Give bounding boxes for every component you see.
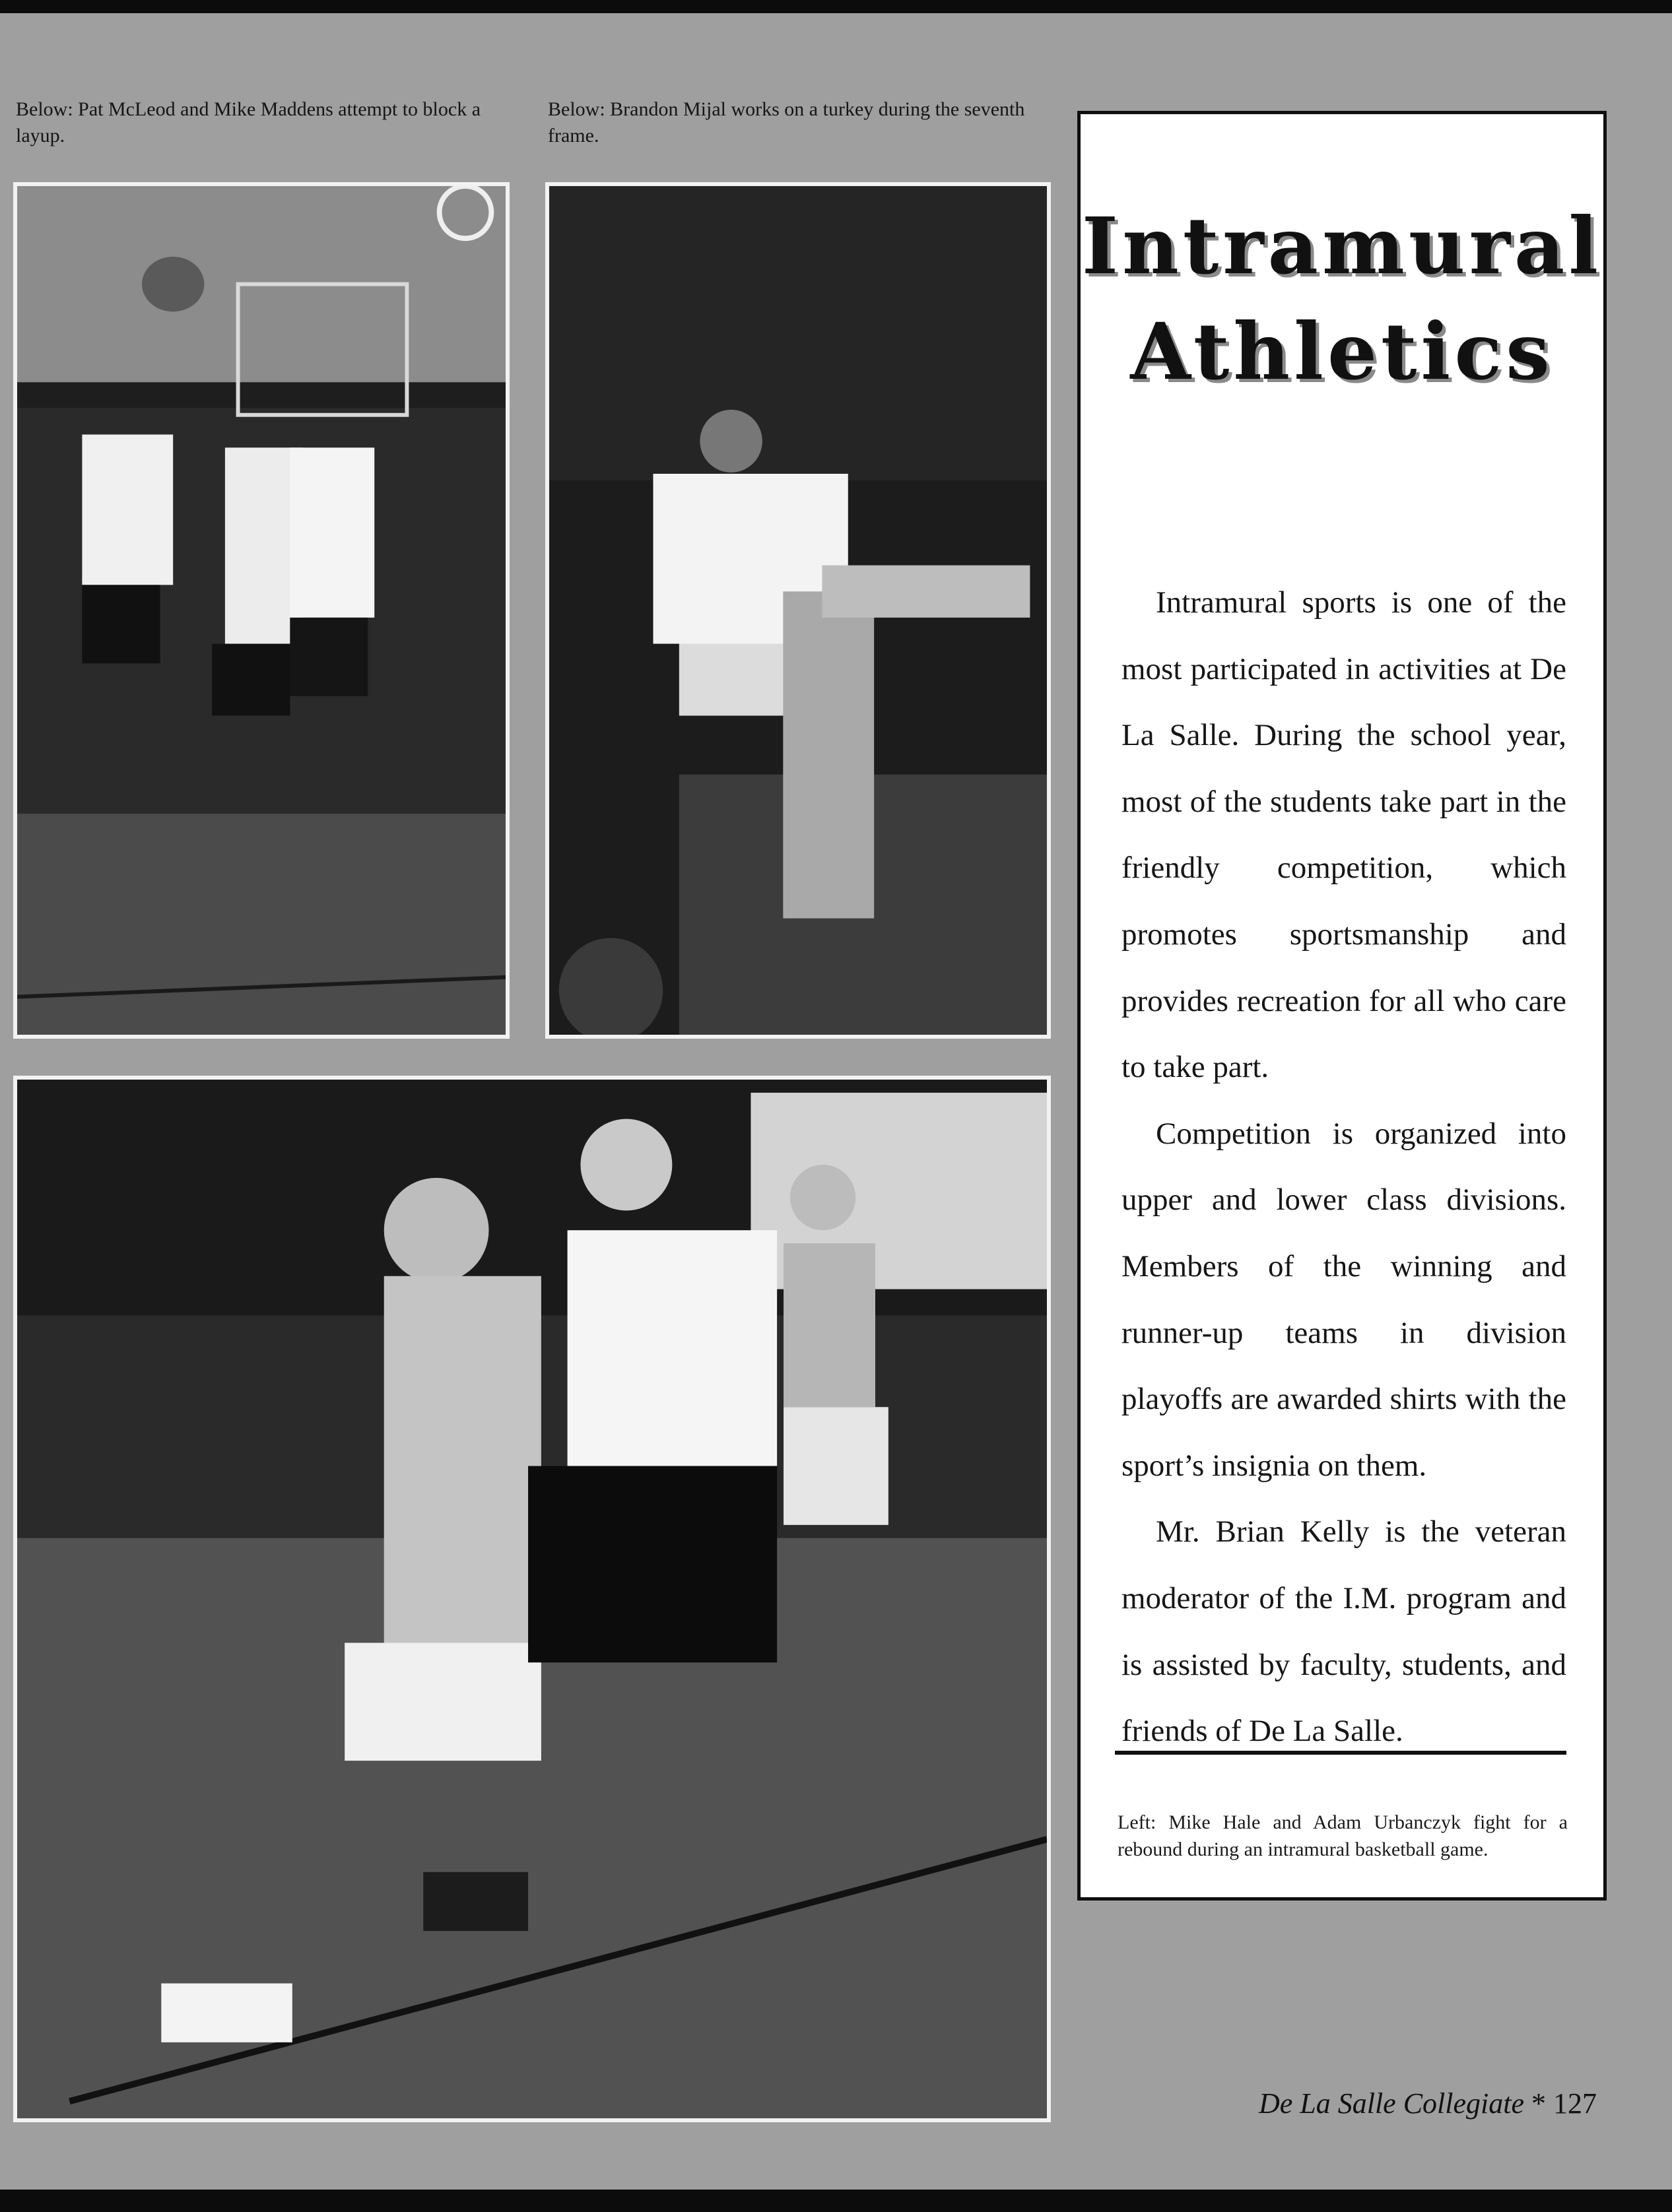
article-panel (1077, 111, 1607, 1901)
folio-separator: * (1531, 2087, 1546, 2120)
publication-name: De La Salle Collegiate (1258, 2087, 1524, 2120)
caption-basketball-block: Below: Pat McLeod and Mike Maddens attempt to block a layup. (16, 98, 481, 146)
article-paragraph-2: Competition is organized into upper and lower class divisions. Members of the winning and runner-up teams in division playoffs are awarded shirts with the sport’s insignia on them. (1121, 1116, 1566, 1483)
caption-bowling: Below: Brandon Mijal works on a turkey during the seventh frame. (548, 98, 1025, 146)
page-number: 127 (1553, 2087, 1597, 2120)
page-folio (1259, 2087, 1597, 2120)
photo-bowling (545, 182, 1051, 1039)
title-line-2: Athletics (1130, 306, 1554, 397)
divider-rule (1115, 1751, 1566, 1755)
article-body (1121, 569, 1566, 1765)
caption-rebound: Left: Mike Hale and Adam Urbanczyk fight for a rebound during an intramural basketball game. (1118, 1811, 1568, 1860)
bottom-edge-band (0, 2190, 1672, 2212)
article-paragraph-3: Mr. Brian Kelly is the veteran moderator of the I.M. program and is assisted by faculty, students, and friends of De La Salle. (1121, 1514, 1566, 1749)
title-line-1: Intramural (1081, 200, 1603, 292)
article-paragraph-1: Intramural sports is one of the most participated in activities at De La Salle. During the school year, most of the students take part in the friendly competition, which promotes sportsmanship and provides recreation for all who care to take part. (1121, 585, 1566, 1085)
photo-basketball-rebound (13, 1076, 1051, 2122)
article-title (1081, 193, 1603, 405)
photo-basketball-layup-block (13, 182, 510, 1039)
top-edge-band (0, 0, 1672, 13)
